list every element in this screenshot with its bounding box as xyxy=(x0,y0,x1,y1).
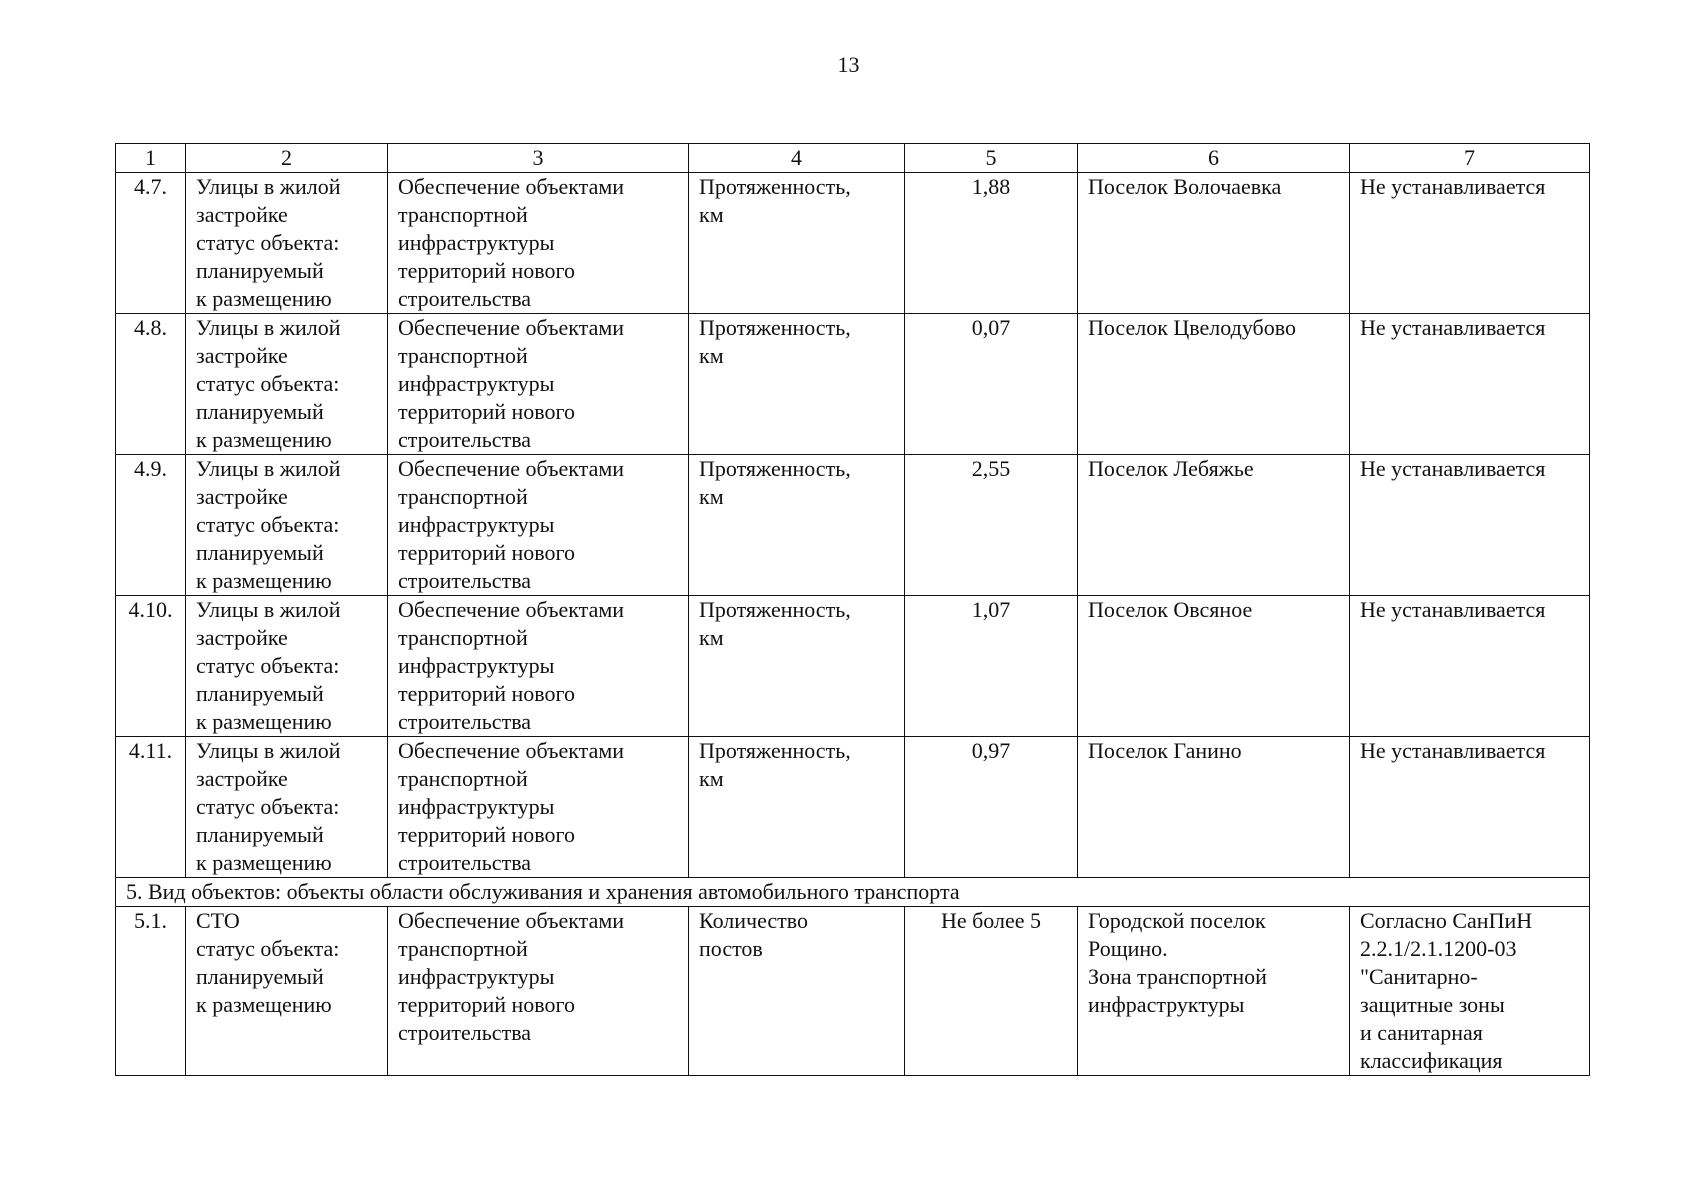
object-zone-line: Не устанавливается xyxy=(1360,738,1546,763)
object-characteristic-line: Протяженность, xyxy=(699,456,851,481)
table-row xyxy=(116,596,1590,737)
row-number: 4.10. xyxy=(116,596,186,737)
object-location xyxy=(1078,173,1350,314)
object-location-line: Городской поселок xyxy=(1088,908,1266,933)
object-characteristic xyxy=(689,737,905,878)
object-name-line: планируемый xyxy=(196,258,324,283)
header-cell: 6 xyxy=(1078,144,1350,173)
table-row xyxy=(116,314,1590,455)
object-characteristic xyxy=(689,455,905,596)
object-purpose-line: транспортной xyxy=(398,484,528,509)
object-purpose-line: Обеспечение объектами xyxy=(398,456,625,481)
object-value: 0,97 xyxy=(905,737,1078,878)
object-name xyxy=(186,596,388,737)
object-value: 2,55 xyxy=(905,455,1078,596)
object-name-line: Улицы в жилой xyxy=(196,174,341,199)
object-value: 1,07 xyxy=(905,596,1078,737)
object-name-line: к размещению xyxy=(196,850,332,875)
object-zone-line: Не устанавливается xyxy=(1360,174,1546,199)
object-purpose-line: Обеспечение объектами xyxy=(398,738,625,763)
header-cell: 3 xyxy=(388,144,689,173)
object-purpose xyxy=(388,173,689,314)
table-row xyxy=(116,173,1590,314)
section-title: 5. Вид объектов: объекты области обслуживания и хранения автомобильного транспорта xyxy=(116,878,1590,907)
object-name-line: Улицы в жилой xyxy=(196,456,341,481)
header-cell: 4 xyxy=(689,144,905,173)
object-purpose-line: строительства xyxy=(398,568,532,593)
header-cell: 5 xyxy=(905,144,1078,173)
object-purpose-line: территорий нового xyxy=(398,992,576,1017)
object-name-line: статус объекта: xyxy=(196,936,340,961)
object-purpose-line: территорий нового xyxy=(398,399,576,424)
object-zone-line: защитные зоны xyxy=(1360,992,1505,1017)
object-zone-line: Не устанавливается xyxy=(1360,315,1546,340)
object-purpose-line: транспортной xyxy=(398,202,528,227)
object-zone xyxy=(1350,596,1590,737)
object-zone xyxy=(1350,173,1590,314)
object-purpose-line: территорий нового xyxy=(398,540,576,565)
object-name-line: к размещению xyxy=(196,709,332,734)
object-purpose xyxy=(388,737,689,878)
table-row xyxy=(116,907,1590,1076)
object-characteristic xyxy=(689,173,905,314)
object-name-line: застройке xyxy=(196,343,288,368)
object-name xyxy=(186,907,388,1076)
object-location-line: Поселок Цвелодубово xyxy=(1088,315,1296,340)
object-characteristic xyxy=(689,314,905,455)
object-name-line: к размещению xyxy=(196,992,332,1017)
object-zone-line: 2.2.1/2.1.1200-03 xyxy=(1360,936,1517,961)
object-purpose xyxy=(388,907,689,1076)
object-characteristic-line: Количество xyxy=(699,908,809,933)
object-location-line: Поселок Овсяное xyxy=(1088,597,1253,622)
object-characteristic-line: постов xyxy=(699,936,763,961)
object-characteristic-line: Протяженность, xyxy=(699,738,851,763)
object-name-line: застройке xyxy=(196,625,288,650)
header-row xyxy=(116,144,1590,173)
object-purpose-line: территорий нового xyxy=(398,258,576,283)
object-name-line: статус объекта: xyxy=(196,371,340,396)
row-number: 4.9. xyxy=(116,455,186,596)
object-purpose xyxy=(388,455,689,596)
object-zone-line: Не устанавливается xyxy=(1360,456,1546,481)
object-purpose-line: территорий нового xyxy=(398,681,576,706)
object-name xyxy=(186,314,388,455)
object-characteristic-line: км xyxy=(699,484,724,509)
object-characteristic xyxy=(689,596,905,737)
object-name-line: к размещению xyxy=(196,427,332,452)
header-cell: 7 xyxy=(1350,144,1590,173)
object-name-line: Улицы в жилой xyxy=(196,315,341,340)
object-purpose-line: Обеспечение объектами xyxy=(398,908,625,933)
object-zone xyxy=(1350,907,1590,1076)
object-location-line: Поселок Лебяжье xyxy=(1088,456,1254,481)
object-name-line: статус объекта: xyxy=(196,653,340,678)
object-purpose xyxy=(388,596,689,737)
object-zone-line: Не устанавливается xyxy=(1360,597,1546,622)
object-name-line: планируемый xyxy=(196,681,324,706)
object-value: 1,88 xyxy=(905,173,1078,314)
object-location xyxy=(1078,314,1350,455)
object-zone xyxy=(1350,737,1590,878)
object-purpose xyxy=(388,314,689,455)
object-purpose-line: Обеспечение объектами xyxy=(398,315,625,340)
page-number: 13 xyxy=(837,52,860,77)
object-value: Не более 5 xyxy=(905,907,1078,1076)
object-purpose-line: строительства xyxy=(398,286,532,311)
object-name-line: планируемый xyxy=(196,964,324,989)
row-number: 4.8. xyxy=(116,314,186,455)
object-zone-line: классификация xyxy=(1360,1048,1503,1073)
object-purpose-line: строительства xyxy=(398,1020,532,1045)
object-location-line: Зона транспортной xyxy=(1088,964,1267,989)
object-characteristic-line: км xyxy=(699,343,724,368)
table-row xyxy=(116,737,1590,878)
row-number: 4.7. xyxy=(116,173,186,314)
table-row xyxy=(116,455,1590,596)
row-number: 5.1. xyxy=(116,907,186,1076)
object-purpose-line: Обеспечение объектами xyxy=(398,597,625,622)
object-purpose-line: инфраструктуры xyxy=(398,371,555,396)
object-purpose-line: транспортной xyxy=(398,343,528,368)
row-number: 4.11. xyxy=(116,737,186,878)
header-cell: 2 xyxy=(186,144,388,173)
object-name-line: Улицы в жилой xyxy=(196,597,341,622)
object-purpose-line: транспортной xyxy=(398,766,528,791)
object-location xyxy=(1078,596,1350,737)
objects-table xyxy=(115,143,1590,1076)
object-purpose-line: строительства xyxy=(398,427,532,452)
object-value: 0,07 xyxy=(905,314,1078,455)
object-location-line: Поселок Ганино xyxy=(1088,738,1242,763)
object-purpose-line: транспортной xyxy=(398,625,528,650)
object-location-line: Поселок Волочаевка xyxy=(1088,174,1282,199)
object-name-line: планируемый xyxy=(196,822,324,847)
header-cell: 1 xyxy=(116,144,186,173)
object-name-line: статус объекта: xyxy=(196,794,340,819)
object-characteristic-line: км xyxy=(699,202,724,227)
object-name-line: статус объекта: xyxy=(196,230,340,255)
object-purpose-line: инфраструктуры xyxy=(398,794,555,819)
object-name-line: планируемый xyxy=(196,540,324,565)
object-name xyxy=(186,455,388,596)
object-name-line: статус объекта: xyxy=(196,512,340,537)
object-purpose-line: Обеспечение объектами xyxy=(398,174,625,199)
object-location-line: Рощино. xyxy=(1088,936,1168,961)
object-name xyxy=(186,737,388,878)
object-location xyxy=(1078,907,1350,1076)
object-name-line: застройке xyxy=(196,766,288,791)
object-purpose-line: инфраструктуры xyxy=(398,512,555,537)
object-purpose-line: строительства xyxy=(398,709,532,734)
object-name-line: к размещению xyxy=(196,286,332,311)
object-characteristic xyxy=(689,907,905,1076)
object-name-line: к размещению xyxy=(196,568,332,593)
object-characteristic-line: Протяженность, xyxy=(699,597,851,622)
object-characteristic-line: Протяженность, xyxy=(699,174,851,199)
object-purpose-line: территорий нового xyxy=(398,822,576,847)
object-purpose-line: инфраструктуры xyxy=(398,230,555,255)
object-name-line: застройке xyxy=(196,202,288,227)
object-characteristic-line: Протяженность, xyxy=(699,315,851,340)
object-location xyxy=(1078,455,1350,596)
object-purpose-line: транспортной xyxy=(398,936,528,961)
object-location-line: инфраструктуры xyxy=(1088,992,1245,1017)
object-name-line: СТО xyxy=(196,908,240,933)
object-name xyxy=(186,173,388,314)
object-name-line: застройке xyxy=(196,484,288,509)
object-zone xyxy=(1350,314,1590,455)
object-zone-line: Согласно СанПиН xyxy=(1360,908,1533,933)
object-zone-line: и санитарная xyxy=(1360,1020,1483,1045)
object-name-line: планируемый xyxy=(196,399,324,424)
section-row xyxy=(116,878,1590,907)
object-purpose-line: строительства xyxy=(398,850,532,875)
object-name-line: Улицы в жилой xyxy=(196,738,341,763)
object-characteristic-line: км xyxy=(699,625,724,650)
object-purpose-line: инфраструктуры xyxy=(398,964,555,989)
object-zone-line: "Санитарно- xyxy=(1360,964,1478,989)
object-purpose-line: инфраструктуры xyxy=(398,653,555,678)
object-zone xyxy=(1350,455,1590,596)
object-location xyxy=(1078,737,1350,878)
object-characteristic-line: км xyxy=(699,766,724,791)
